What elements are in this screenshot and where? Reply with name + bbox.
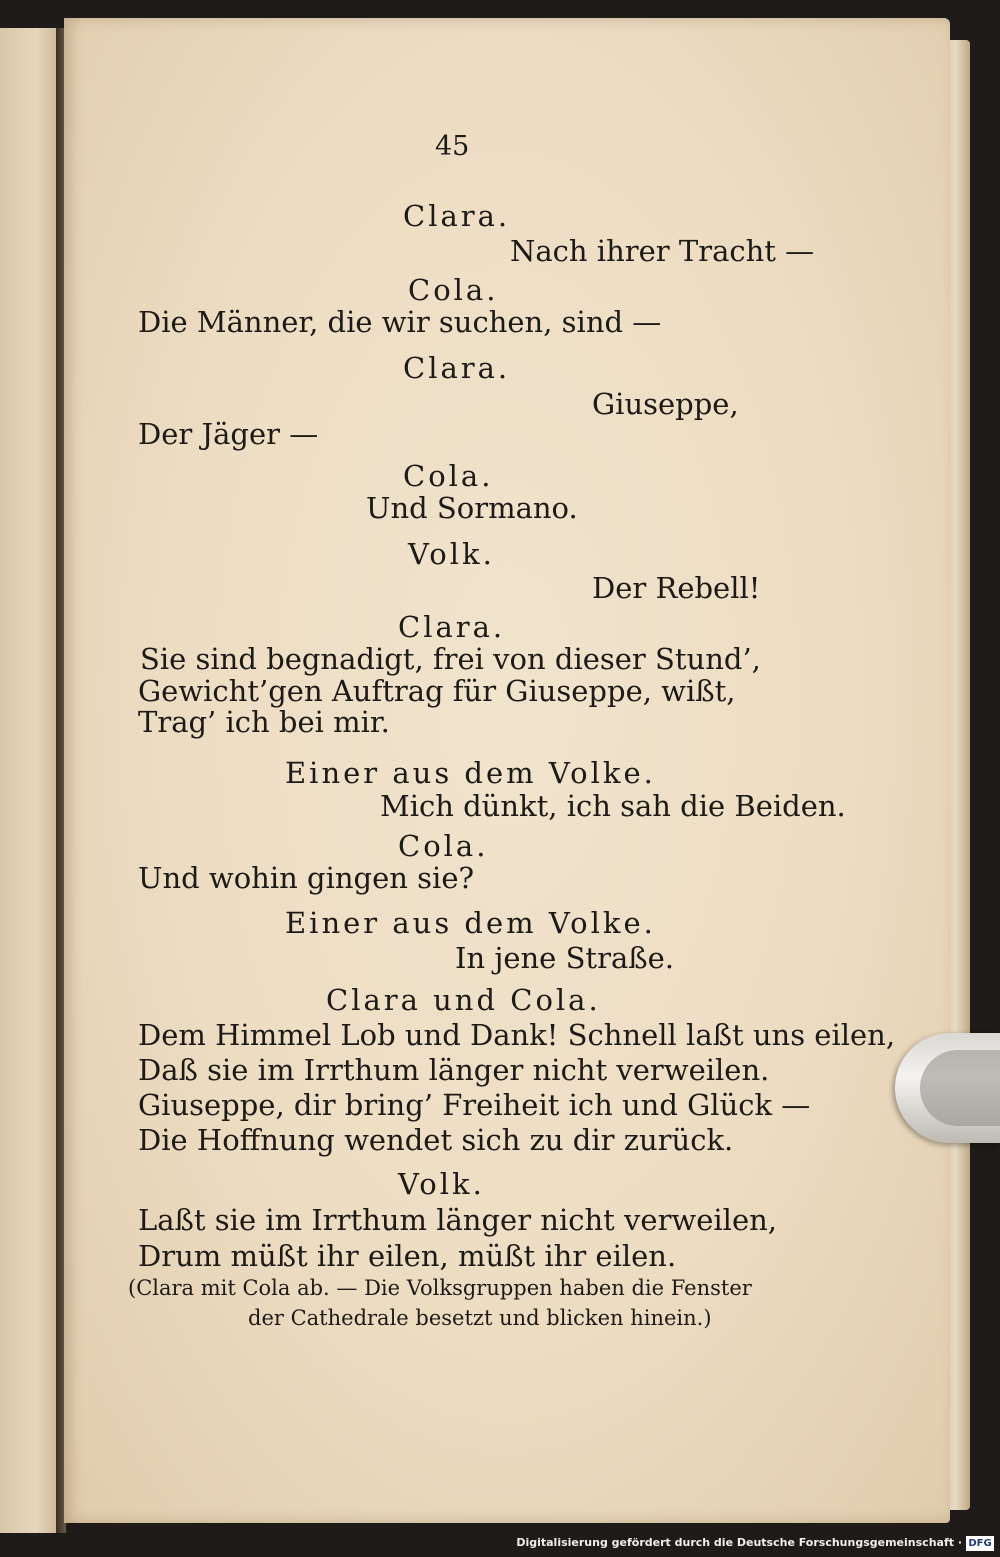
verse-line: Giuseppe, <box>592 387 739 421</box>
verse-line: Der Jäger — <box>138 417 319 451</box>
speaker-volk: Volk. <box>408 537 495 571</box>
verse-line: Sie sind begnadigt, frei von dieser Stund’, <box>140 642 761 676</box>
page-clip-shadow <box>920 1050 1000 1126</box>
page-number: 45 <box>435 131 470 162</box>
verse-line: Nach ihrer Tracht — <box>510 234 815 268</box>
speaker-clara: Clara. <box>398 610 506 644</box>
verse-line: Der Rebell! <box>592 571 761 605</box>
verse-line: Daß sie im Irrthum länger nicht verweilen. <box>138 1053 770 1087</box>
stage-direction: der Cathedrale besetzt und blicken hinein.) <box>248 1306 712 1330</box>
verse-line: Giuseppe, dir bring’ Freiheit ich und Glück — <box>138 1088 811 1122</box>
verse-line: Mich dünkt, ich sah die Beiden. <box>380 789 846 823</box>
dfg-logo: DFG <box>966 1536 994 1551</box>
verse-line: Und wohin gingen sie? <box>138 861 475 895</box>
verse-line: Drum müßt ihr eilen, müßt ihr eilen. <box>138 1239 677 1273</box>
speaker-clara: Clara. <box>403 199 511 233</box>
speaker-clara: Clara. <box>403 351 511 385</box>
stage-direction: (Clara mit Cola ab. — Die Volksgruppen haben die Fenster <box>128 1276 752 1300</box>
verse-line: Trag’ ich bei mir. <box>138 705 390 739</box>
verse-line: Die Männer, die wir suchen, sind — <box>138 305 662 339</box>
verse-line: Die Hoffnung wendet sich zu dir zurück. <box>138 1123 734 1157</box>
verse-line: In jene Straße. <box>455 941 674 975</box>
speaker-cola: Cola. <box>398 829 489 863</box>
speaker-einer-aus-dem-volke: Einer aus dem Volke. <box>285 756 656 790</box>
speaker-clara-und-cola: Clara und Cola. <box>326 983 601 1017</box>
facing-page-edge <box>0 28 60 1533</box>
verse-line: Laßt sie im Irrthum länger nicht verweilen, <box>138 1203 778 1237</box>
speaker-cola: Cola. <box>408 273 499 307</box>
speaker-volk: Volk. <box>398 1167 485 1201</box>
speaker-einer-aus-dem-volke: Einer aus dem Volke. <box>285 906 656 940</box>
verse-line: Gewicht’gen Auftrag für Giuseppe, wißt, <box>138 674 736 708</box>
verse-line: Dem Himmel Lob und Dank! Schnell laßt uns eilen, <box>138 1018 896 1052</box>
speaker-cola: Cola. <box>403 459 494 493</box>
verse-line: Und Sormano. <box>366 491 578 525</box>
digitization-credit: Digitalisierung gefördert durch die Deutsche Forschungsgemeinschaft · <box>516 1536 962 1549</box>
